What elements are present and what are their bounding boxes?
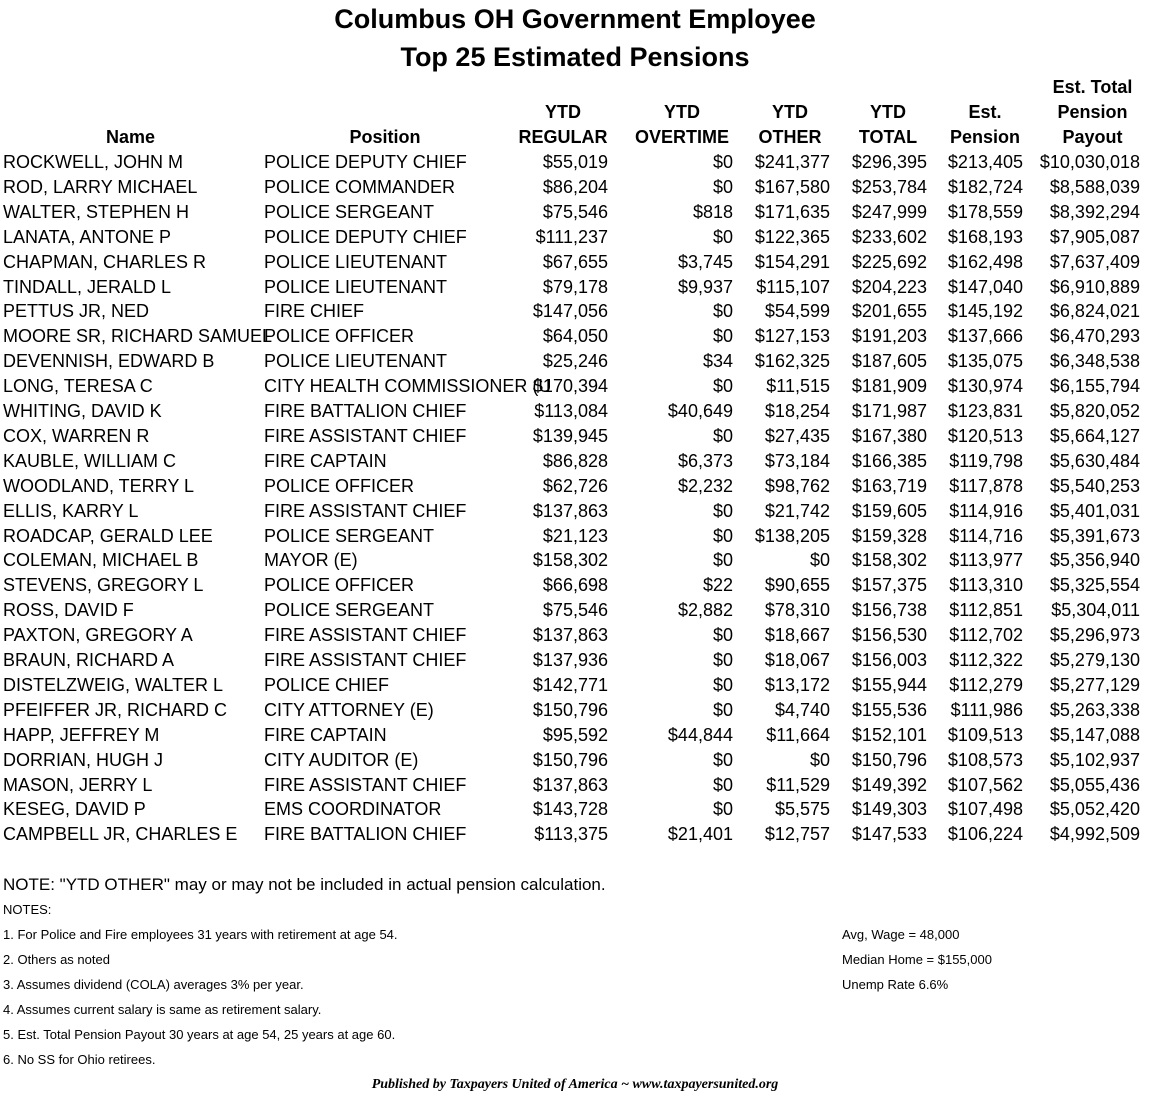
employee-position: EMS COORDINATOR — [264, 799, 442, 820]
ytd-other-value: $18,067 — [764, 650, 830, 670]
table-row — [0, 424, 1150, 449]
header-ytd-regular-line2: REGULAR — [518, 127, 608, 147]
ytd-total-value: $233,602 — [851, 226, 927, 247]
ytd-regular-value: $147,056 — [532, 301, 608, 322]
header-name: Name — [105, 127, 156, 147]
ytd-total-value: $225,692 — [851, 251, 927, 272]
note-item: 1. For Police and Fire employees 31 years with retirement at age 54. — [3, 927, 398, 942]
ytd-overtime-value: $0 — [712, 425, 733, 446]
employee-name: TINDALL, JERALD L — [3, 276, 172, 297]
employee-position: FIRE ASSISTANT CHIEF — [264, 650, 467, 670]
header-ytd-overtime — [622, 100, 742, 150]
stat-unemp-rate: Unemp Rate 6.6% — [842, 977, 949, 992]
employee-name: WOODLAND, TERRY L — [3, 475, 195, 496]
ytd-total-value: $163,719 — [851, 475, 927, 496]
pension-payout-value: $5,102,937 — [1049, 749, 1140, 770]
ytd-other-value: $5,575 — [774, 799, 830, 820]
table-row — [0, 673, 1150, 698]
employee-name: ROADCAP, GERALD LEE — [3, 525, 213, 546]
pension-payout-value: $5,277,129 — [1049, 674, 1140, 695]
ytd-total-value: $156,530 — [851, 625, 927, 646]
ytd-total-value: $157,375 — [851, 575, 927, 596]
est-pension-value: $117,878 — [949, 475, 1023, 496]
est-pension-value: $112,279 — [949, 674, 1023, 695]
ytd-total-value: $171,987 — [851, 401, 927, 421]
est-pension-value: $111,986 — [950, 699, 1023, 720]
header-est-pension — [935, 100, 1035, 150]
ytd-other-value: $154,291 — [754, 251, 830, 272]
table-row — [0, 748, 1150, 773]
ytd-overtime-value: $6,373 — [677, 450, 733, 471]
pension-payout-value: $5,052,420 — [1049, 799, 1140, 820]
employee-name: ELLIS, KARRY L — [3, 500, 139, 521]
ytd-overtime-value: $0 — [712, 674, 733, 695]
ytd-regular-value: $150,796 — [532, 749, 608, 770]
pension-payout-value: $5,401,031 — [1049, 500, 1140, 521]
ytd-regular-value: $143,728 — [532, 799, 608, 820]
ytd-other-value: $78,310 — [764, 600, 830, 621]
employee-position: CITY AUDITOR (E) — [264, 749, 419, 770]
employee-position: FIRE ASSISTANT CHIEF — [264, 425, 467, 446]
table-row — [0, 797, 1150, 822]
ytd-other-value: $13,172 — [764, 674, 830, 695]
pension-payout-value: $6,910,889 — [1049, 276, 1140, 297]
ytd-other-value: $27,435 — [764, 425, 830, 446]
table-row — [0, 275, 1150, 300]
ytd-total-value: $149,303 — [851, 799, 927, 820]
ytd-other-value: $18,667 — [764, 625, 830, 646]
table-row — [0, 573, 1150, 598]
page-title: Columbus OH Government Employee — [334, 4, 816, 34]
pension-payout-value: $10,030,018 — [1039, 152, 1140, 172]
employee-name: DISTELZWEIG, WALTER L — [3, 674, 224, 695]
pension-payout-value: $5,630,484 — [1049, 450, 1140, 471]
ytd-total-value: $155,536 — [851, 699, 927, 720]
ytd-overtime-value: $0 — [712, 176, 733, 197]
pension-table — [0, 150, 1150, 850]
stat-median-home: Median Home = $155,000 — [842, 952, 992, 967]
ytd-regular-value: $158,302 — [532, 550, 608, 571]
est-pension-value: $113,310 — [949, 575, 1023, 596]
employee-name: MOORE SR, RICHARD SAMUEL — [3, 326, 273, 347]
ytd-regular-value: $95,592 — [542, 724, 608, 745]
ytd-total-value: $156,738 — [851, 600, 927, 621]
ytd-total-value: $156,003 — [851, 650, 927, 670]
ytd-overtime-value: $0 — [712, 326, 733, 347]
header-ytd-other — [740, 100, 840, 150]
table-row — [0, 524, 1150, 549]
pension-payout-value: $5,263,338 — [1049, 699, 1140, 720]
ytd-overtime-value: $0 — [712, 625, 733, 646]
est-pension-value: $130,974 — [947, 376, 1023, 397]
est-pension-value: $162,498 — [947, 251, 1023, 272]
note-item: 6. No SS for Ohio retirees. — [3, 1052, 156, 1067]
employee-position: POLICE DEPUTY CHIEF — [264, 226, 467, 247]
employee-name: BRAUN, RICHARD A — [3, 650, 175, 670]
ytd-regular-value: $62,726 — [542, 475, 608, 496]
ytd-other-value: $138,205 — [754, 525, 830, 546]
employee-position: POLICE OFFICER — [264, 575, 415, 596]
ytd-other-value: $11,529 — [766, 774, 830, 795]
employee-position: CITY HEALTH COMMISSIONER (U — [264, 376, 552, 397]
ytd-other-value: $171,635 — [754, 201, 830, 222]
employee-position: FIRE CAPTAIN — [264, 724, 387, 745]
header-est-pension-line1: Est. — [968, 102, 1002, 122]
employee-position: POLICE COMMANDER — [264, 176, 456, 197]
ytd-other-value: $115,107 — [756, 276, 830, 297]
table-row — [0, 399, 1150, 424]
pension-payout-value: $6,155,794 — [1049, 376, 1140, 397]
employee-position: POLICE OFFICER — [264, 475, 415, 496]
header-ytd-overtime-line2: OVERTIME — [634, 127, 729, 147]
ytd-other-value: $122,365 — [754, 226, 830, 247]
publisher-footer: Published by Taxpayers United of America ~ www.taxpayersunited.org — [371, 1077, 779, 1092]
ytd-total-value: $296,395 — [851, 152, 927, 172]
pension-payout-value: $5,304,011 — [1051, 600, 1140, 621]
header-ytd-total-line2: TOTAL — [858, 127, 918, 147]
header-ytd-regular-line1: YTD — [545, 102, 581, 122]
header-payout-line2: Pension — [1057, 102, 1128, 122]
employee-position: POLICE SERGEANT — [264, 600, 435, 621]
employee-position: FIRE CAPTAIN — [264, 450, 387, 471]
ytd-overtime-value: $2,882 — [677, 600, 733, 621]
header-ytd-other-line2: OTHER — [758, 127, 822, 147]
table-row — [0, 449, 1150, 474]
employee-name: HAPP, JEFFREY M — [3, 724, 160, 745]
ytd-total-value: $166,385 — [851, 450, 927, 471]
ytd-other-value: $127,153 — [754, 326, 830, 347]
table-row — [0, 598, 1150, 623]
ytd-other-value: $241,377 — [754, 152, 830, 172]
est-pension-value: $213,405 — [947, 152, 1023, 172]
ytd-regular-value: $67,655 — [542, 251, 608, 272]
ytd-overtime-value: $0 — [712, 500, 733, 521]
employee-position: CITY ATTORNEY (E) — [264, 699, 434, 720]
ytd-total-value: $159,328 — [851, 525, 927, 546]
ytd-regular-value: $86,204 — [542, 176, 608, 197]
ytd-other-value: $11,515 — [766, 376, 830, 397]
table-row — [0, 548, 1150, 573]
pension-payout-value: $5,820,052 — [1049, 401, 1140, 421]
pension-payout-value: $8,392,294 — [1049, 201, 1140, 222]
table-row — [0, 499, 1150, 524]
ytd-other-value: $98,762 — [764, 475, 830, 496]
note-item: 4. Assumes current salary is same as retirement salary. — [3, 1002, 322, 1017]
employee-name: STEVENS, GREGORY L — [3, 575, 204, 596]
est-pension-value: $108,573 — [947, 749, 1023, 770]
employee-name: WHITING, DAVID K — [3, 401, 162, 421]
page-subtitle: Top 25 Estimated Pensions — [400, 42, 750, 72]
header-payout-line3: Payout — [1062, 127, 1123, 147]
employee-name: PFEIFFER JR, RICHARD C — [3, 699, 228, 720]
table-row — [0, 175, 1150, 200]
note-item: 3. Assumes dividend (COLA) averages 3% per year. — [3, 977, 304, 992]
notes-heading: NOTES: — [3, 902, 52, 917]
ytd-total-value: $152,101 — [851, 724, 927, 745]
employee-position: FIRE ASSISTANT CHIEF — [264, 774, 467, 795]
employee-name: LONG, TERESA C — [3, 376, 153, 397]
employee-name: WALTER, STEPHEN H — [3, 201, 190, 222]
est-pension-value: $123,831 — [947, 401, 1023, 421]
ytd-regular-value: $142,771 — [532, 674, 608, 695]
pension-payout-value: $5,391,673 — [1049, 525, 1140, 546]
employee-name: ROCKWELL, JOHN M — [3, 152, 184, 172]
employee-position: POLICE DEPUTY CHIEF — [264, 152, 467, 172]
ytd-overtime-value: $21,401 — [667, 824, 733, 845]
ytd-overtime-value: $0 — [712, 376, 733, 397]
est-pension-value: $107,498 — [947, 799, 1023, 820]
est-pension-value: $109,513 — [947, 724, 1023, 745]
employee-position: MAYOR (E) — [264, 550, 358, 571]
header-est-pension-line2: Pension — [949, 127, 1020, 147]
employee-name: ROD, LARRY MICHAEL — [3, 176, 198, 197]
ytd-other-value: $0 — [809, 749, 830, 770]
est-pension-value: $107,562 — [947, 774, 1023, 795]
est-pension-value: $112,702 — [949, 625, 1023, 646]
table-row — [0, 150, 1150, 175]
est-pension-value: $119,798 — [949, 450, 1023, 471]
ytd-total-value: $204,223 — [851, 276, 927, 297]
ytd-regular-value: $79,178 — [542, 276, 608, 297]
table-row — [0, 324, 1150, 349]
header-ytd-regular — [510, 100, 616, 150]
est-pension-value: $168,193 — [947, 226, 1023, 247]
ytd-regular-value: $137,936 — [532, 650, 608, 670]
pension-payout-value: $5,664,127 — [1049, 425, 1140, 446]
est-pension-value: $106,224 — [947, 824, 1023, 845]
ytd-overtime-value: $40,649 — [667, 401, 733, 421]
est-pension-value: $112,851 — [949, 600, 1023, 621]
est-pension-value: $182,724 — [947, 176, 1023, 197]
est-pension-value: $112,322 — [949, 650, 1023, 670]
pension-payout-value: $6,824,021 — [1049, 301, 1140, 322]
pension-payout-value: $4,992,509 — [1049, 824, 1140, 845]
ytd-other-value: $0 — [809, 550, 830, 571]
ytd-other-value: $162,325 — [754, 351, 830, 372]
pension-payout-value: $6,348,538 — [1049, 351, 1140, 372]
ytd-other-value: $54,599 — [764, 301, 830, 322]
header-ytd-other-line1: YTD — [772, 102, 808, 122]
est-pension-value: $114,916 — [949, 500, 1023, 521]
ytd-total-value: $149,392 — [851, 774, 927, 795]
header-ytd-total — [838, 100, 938, 150]
employee-name: LANATA, ANTONE P — [3, 226, 172, 247]
ytd-regular-value: $25,246 — [542, 351, 608, 372]
employee-name: KESEG, DAVID P — [3, 799, 146, 820]
ytd-total-value: $187,605 — [851, 351, 927, 372]
table-row — [0, 250, 1150, 275]
header-ytd-total-line1: YTD — [870, 102, 906, 122]
ytd-regular-value: $113,375 — [534, 824, 608, 845]
ytd-overtime-value: $0 — [712, 749, 733, 770]
header-position: Position — [349, 127, 421, 147]
pension-payout-value: $5,147,088 — [1049, 724, 1140, 745]
ytd-other-value: $18,254 — [764, 401, 830, 421]
ytd-total-value: $247,999 — [851, 201, 927, 222]
ytd-overtime-value: $0 — [712, 699, 733, 720]
ytd-regular-value: $137,863 — [532, 774, 608, 795]
table-row — [0, 200, 1150, 225]
ytd-other-value: $4,740 — [774, 699, 830, 720]
note-item: 5. Est. Total Pension Payout 30 years at age 54, 25 years at age 60. — [3, 1027, 396, 1042]
ytd-overtime-value: $34 — [702, 351, 733, 372]
employee-name: MASON, JERRY L — [3, 774, 153, 795]
ytd-total-value: $167,380 — [851, 425, 927, 446]
pension-payout-value: $7,905,087 — [1049, 226, 1140, 247]
ytd-total-value: $147,533 — [851, 824, 927, 845]
pension-payout-value: $5,055,436 — [1049, 774, 1140, 795]
ytd-overtime-value: $0 — [712, 301, 733, 322]
pension-payout-value: $5,296,973 — [1049, 625, 1140, 646]
employee-position: FIRE ASSISTANT CHIEF — [264, 625, 467, 646]
ytd-overtime-value: $0 — [712, 774, 733, 795]
employee-name: PAXTON, GREGORY A — [3, 625, 193, 646]
ytd-regular-value: $64,050 — [542, 326, 608, 347]
employee-position: FIRE BATTALION CHIEF — [264, 824, 467, 845]
ytd-other-value: $12,757 — [764, 824, 830, 845]
ytd-total-value: $201,655 — [851, 301, 927, 322]
ytd-total-value: $158,302 — [851, 550, 927, 571]
ytd-overtime-value: $0 — [712, 226, 733, 247]
employee-position: POLICE LIEUTENANT — [264, 276, 448, 297]
pension-payout-value: $7,637,409 — [1049, 251, 1140, 272]
est-pension-value: $135,075 — [947, 351, 1023, 372]
pension-payout-value: $5,540,253 — [1049, 475, 1140, 496]
employee-position: POLICE OFFICER — [264, 326, 415, 347]
table-row — [0, 648, 1150, 673]
est-pension-value: $137,666 — [947, 326, 1023, 347]
ytd-overtime-value: $9,937 — [677, 276, 733, 297]
employee-position: POLICE SERGEANT — [264, 201, 435, 222]
ytd-total-value: $155,944 — [851, 674, 927, 695]
employee-position: POLICE LIEUTENANT — [264, 351, 448, 372]
ytd-total-value: $159,605 — [851, 500, 927, 521]
ytd-total-value: $181,909 — [851, 376, 927, 397]
est-pension-value: $147,040 — [947, 276, 1023, 297]
ytd-overtime-value: $0 — [712, 650, 733, 670]
ytd-regular-value: $139,945 — [532, 425, 608, 446]
ytd-regular-value: $75,546 — [542, 600, 608, 621]
ytd-overtime-value: $0 — [712, 525, 733, 546]
table-row — [0, 374, 1150, 399]
stat-avg-wage: Avg, Wage = 48,000 — [842, 927, 960, 942]
ytd-regular-value: $137,863 — [532, 625, 608, 646]
header-ytd-overtime-line1: YTD — [664, 102, 700, 122]
ytd-overtime-value: $818 — [692, 201, 733, 222]
pension-payout-value: $5,279,130 — [1049, 650, 1140, 670]
header-payout-line1: Est. Total — [1052, 77, 1133, 97]
employee-name: CHAPMAN, CHARLES R — [3, 251, 207, 272]
ytd-regular-value: $86,828 — [542, 450, 608, 471]
employee-position: FIRE CHIEF — [264, 301, 365, 322]
table-row — [0, 299, 1150, 324]
ytd-regular-value: $170,394 — [532, 376, 608, 397]
ytd-regular-value: $113,084 — [534, 401, 608, 421]
ytd-other-value: $73,184 — [764, 450, 830, 471]
table-row — [0, 474, 1150, 499]
ytd-total-value: $150,796 — [851, 749, 927, 770]
ytd-total-value: $253,784 — [851, 176, 927, 197]
table-row — [0, 723, 1150, 748]
ytd-regular-value: $150,796 — [532, 699, 608, 720]
ytd-other-value: $167,580 — [754, 176, 830, 197]
table-row — [0, 698, 1150, 723]
ytd-overtime-value: $0 — [712, 799, 733, 820]
employee-name: PETTUS JR, NED — [3, 301, 150, 322]
ytd-other-value: $11,664 — [766, 724, 830, 745]
est-pension-value: $120,513 — [947, 425, 1023, 446]
employee-name: DEVENNISH, EDWARD B — [3, 351, 215, 372]
header-payout — [1035, 75, 1150, 150]
ytd-overtime-value: $2,232 — [677, 475, 733, 496]
employee-name: COLEMAN, MICHAEL B — [3, 550, 199, 571]
pension-payout-value: $5,325,554 — [1049, 575, 1140, 596]
ytd-other-value: $90,655 — [764, 575, 830, 596]
ytd-overtime-value: $22 — [702, 575, 733, 596]
employee-position: POLICE LIEUTENANT — [264, 251, 448, 272]
ytd-regular-value: $55,019 — [542, 152, 608, 172]
table-row — [0, 623, 1150, 648]
ytd-overtime-value: $0 — [712, 550, 733, 571]
note-ytd-other: NOTE: "YTD OTHER" may or may not be included in actual pension calculation. — [3, 875, 606, 894]
table-row — [0, 225, 1150, 250]
employee-position: POLICE SERGEANT — [264, 525, 435, 546]
employee-name: KAUBLE, WILLIAM C — [3, 450, 177, 471]
employee-position: FIRE BATTALION CHIEF — [264, 401, 467, 421]
employee-name: DORRIAN, HUGH J — [3, 749, 164, 770]
employee-position: POLICE CHIEF — [264, 674, 390, 695]
ytd-overtime-value: $44,844 — [667, 724, 733, 745]
est-pension-value: $178,559 — [947, 201, 1023, 222]
employee-name: COX, WARREN R — [3, 425, 150, 446]
note-item: 2. Others as noted — [3, 952, 110, 967]
pension-payout-value: $8,588,039 — [1049, 176, 1140, 197]
pension-payout-value: $6,470,293 — [1049, 326, 1140, 347]
est-pension-value: $145,192 — [947, 301, 1023, 322]
ytd-total-value: $191,203 — [851, 326, 927, 347]
ytd-regular-value: $137,863 — [532, 500, 608, 521]
ytd-regular-value: $75,546 — [542, 201, 608, 222]
ytd-overtime-value: $3,745 — [677, 251, 733, 272]
est-pension-value: $114,716 — [949, 525, 1023, 546]
est-pension-value: $113,977 — [949, 550, 1023, 571]
table-row — [0, 822, 1150, 847]
employee-name: CAMPBELL JR, CHARLES E — [3, 824, 238, 845]
employee-name: ROSS, DAVID F — [3, 600, 134, 621]
table-row — [0, 773, 1150, 798]
pension-payout-value: $5,356,940 — [1049, 550, 1140, 571]
ytd-overtime-value: $0 — [712, 152, 733, 172]
ytd-regular-value: $66,698 — [542, 575, 608, 596]
ytd-regular-value: $111,237 — [535, 226, 608, 247]
table-row — [0, 349, 1150, 374]
employee-position: FIRE ASSISTANT CHIEF — [264, 500, 467, 521]
ytd-regular-value: $21,123 — [542, 525, 608, 546]
ytd-other-value: $21,742 — [764, 500, 830, 521]
